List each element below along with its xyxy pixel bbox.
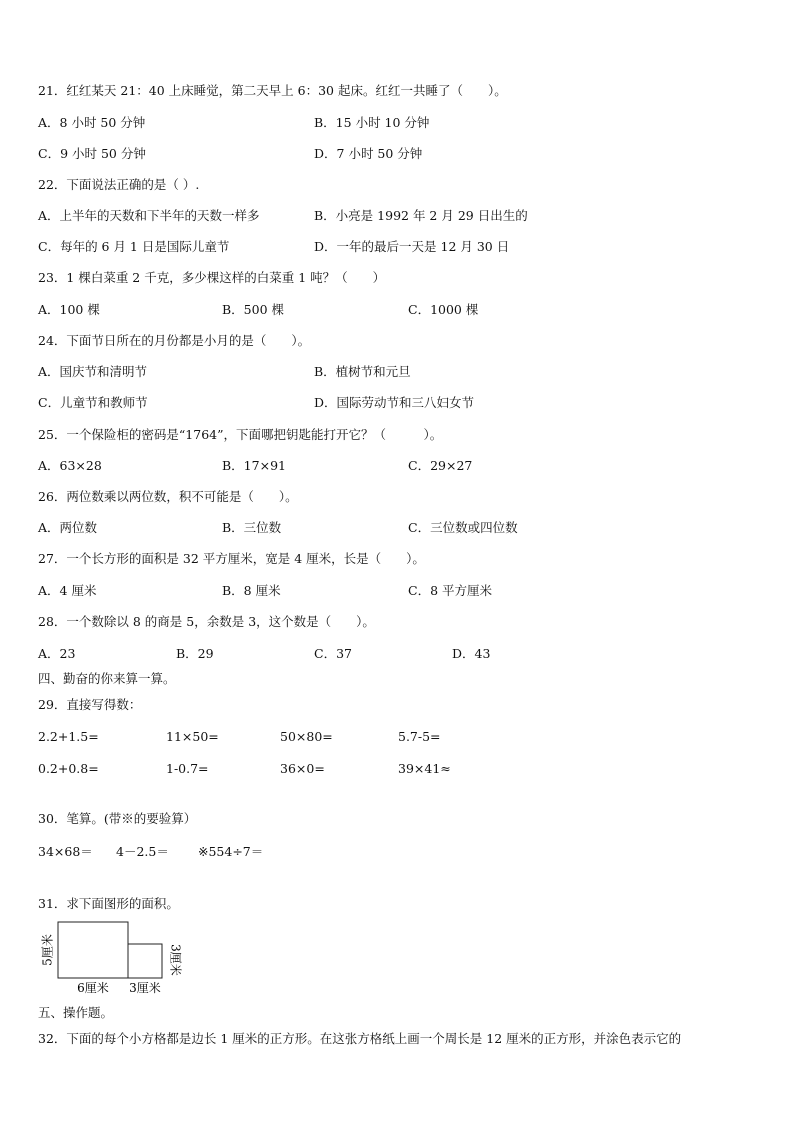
q26-option-b: B．三位数	[222, 520, 282, 535]
q29-row1-item2: 11×50=	[166, 729, 219, 744]
q24-option-a: A．国庆节和清明节	[38, 364, 148, 379]
q27-option-c: C．8 平方厘米	[408, 583, 492, 598]
q24-option-d: D．国际劳动节和三八妇女节	[314, 395, 475, 410]
q25-option-c: C．29×27	[408, 458, 473, 473]
right-height-label: 3厘米	[168, 944, 183, 976]
q23-option-a: A．100 棵	[38, 302, 100, 317]
q22-stem: 22．下面说法正确的是（ ）.	[38, 177, 200, 192]
q24-option-c: C．儿童节和教师节	[38, 395, 148, 410]
q21-option-c: C．9 小时 50 分钟	[38, 146, 146, 161]
q29-row1-item3: 50×80=	[280, 729, 333, 744]
q27-option-a: A．4 厘米	[38, 583, 97, 598]
q23-stem: 23．1 棵白菜重 2 千克，多少棵这样的白菜重 1 吨？（ ）	[38, 270, 386, 285]
q25-option-a: A．63×28	[38, 458, 102, 473]
q32-stem: 32．下面的每个小方格都是边长 1 厘米的正方形。在这张方格纸上画一个周长是 12 厘米的正方形，并涂色表示它的	[38, 1031, 682, 1046]
q28-option-a: A．23	[38, 646, 76, 661]
q23-option-c: C．1000 棵	[408, 302, 479, 317]
q30-stem: 30．笔算。(带※的要验算）	[38, 811, 197, 826]
q26-option-a: A．两位数	[38, 520, 98, 535]
q30-item3: ※554÷7＝	[198, 844, 264, 859]
left-height-label: 5厘米	[40, 934, 55, 966]
q31-composite-rectangle-figure	[34, 918, 194, 998]
q28-stem: 28．一个数除以 8 的商是 5，余数是 3，这个数是（ ）。	[38, 614, 375, 629]
q21-option-a: A．8 小时 50 分钟	[38, 115, 146, 130]
q24-stem: 24．下面节日所在的月份都是小月的是（ ）。	[38, 333, 311, 348]
q29-stem: 29．直接写得数：	[38, 697, 142, 712]
q24-option-b: B．植树节和元旦	[314, 364, 411, 379]
section-five-heading: 五、操作题。	[38, 1005, 114, 1020]
section-four-heading: 四、勤奋的你来算一算。	[38, 671, 176, 686]
q28-option-c: C．37	[314, 646, 352, 661]
q21-option-b: B．15 小时 10 分钟	[314, 115, 430, 130]
small-rectangle	[128, 944, 162, 978]
q31-stem: 31．求下面图形的面积。	[38, 896, 179, 911]
q25-stem: 25．一个保险柜的密码是“1764”，下面哪把钥匙能打开它？（ ）。	[38, 427, 443, 442]
q23-option-b: B．500 棵	[222, 302, 285, 317]
q27-option-b: B．8 厘米	[222, 583, 281, 598]
q26-option-c: C．三位数或四位数	[408, 520, 518, 535]
q25-option-b: B．17×91	[222, 458, 286, 473]
q26-stem: 26．两位数乘以两位数，积不可能是（ ）。	[38, 489, 298, 504]
large-rectangle	[58, 922, 128, 978]
q29-row2-item4: 39×41≈	[398, 761, 451, 776]
q29-row2-item2: 1-0.7=	[166, 761, 209, 776]
q22-option-b: B．小亮是 1992 年 2 月 29 日出生的	[314, 208, 528, 223]
q22-option-a: A．上半年的天数和下半年的天数一样多	[38, 208, 260, 223]
q29-row1-item1: 2.2+1.5=	[38, 729, 99, 744]
right-width-label: 3厘米	[129, 981, 161, 995]
q21-option-d: D．7 小时 50 分钟	[314, 146, 423, 161]
q29-row1-item4: 5.7-5=	[398, 729, 441, 744]
q30-item1: 34×68＝	[38, 844, 93, 859]
q28-option-d: D．43	[452, 646, 491, 661]
left-width-label: 6厘米	[77, 981, 109, 995]
q28-option-b: B．29	[176, 646, 214, 661]
q29-row2-item1: 0.2+0.8=	[38, 761, 99, 776]
q27-stem: 27．一个长方形的面积是 32 平方厘米，宽是 4 厘米，长是（ ）。	[38, 551, 425, 566]
q21-stem: 21．红红某天 21：40 上床睡觉，第二天早上 6：30 起床。红红一共睡了（ ）。	[38, 83, 507, 98]
q29-row2-item3: 36×0=	[280, 761, 325, 776]
q30-item2: 4－2.5＝	[116, 844, 169, 859]
q22-option-c: C．每年的 6 月 1 日是国际儿童节	[38, 239, 230, 254]
q22-option-d: D．一年的最后一天是 12 月 30 日	[314, 239, 510, 254]
